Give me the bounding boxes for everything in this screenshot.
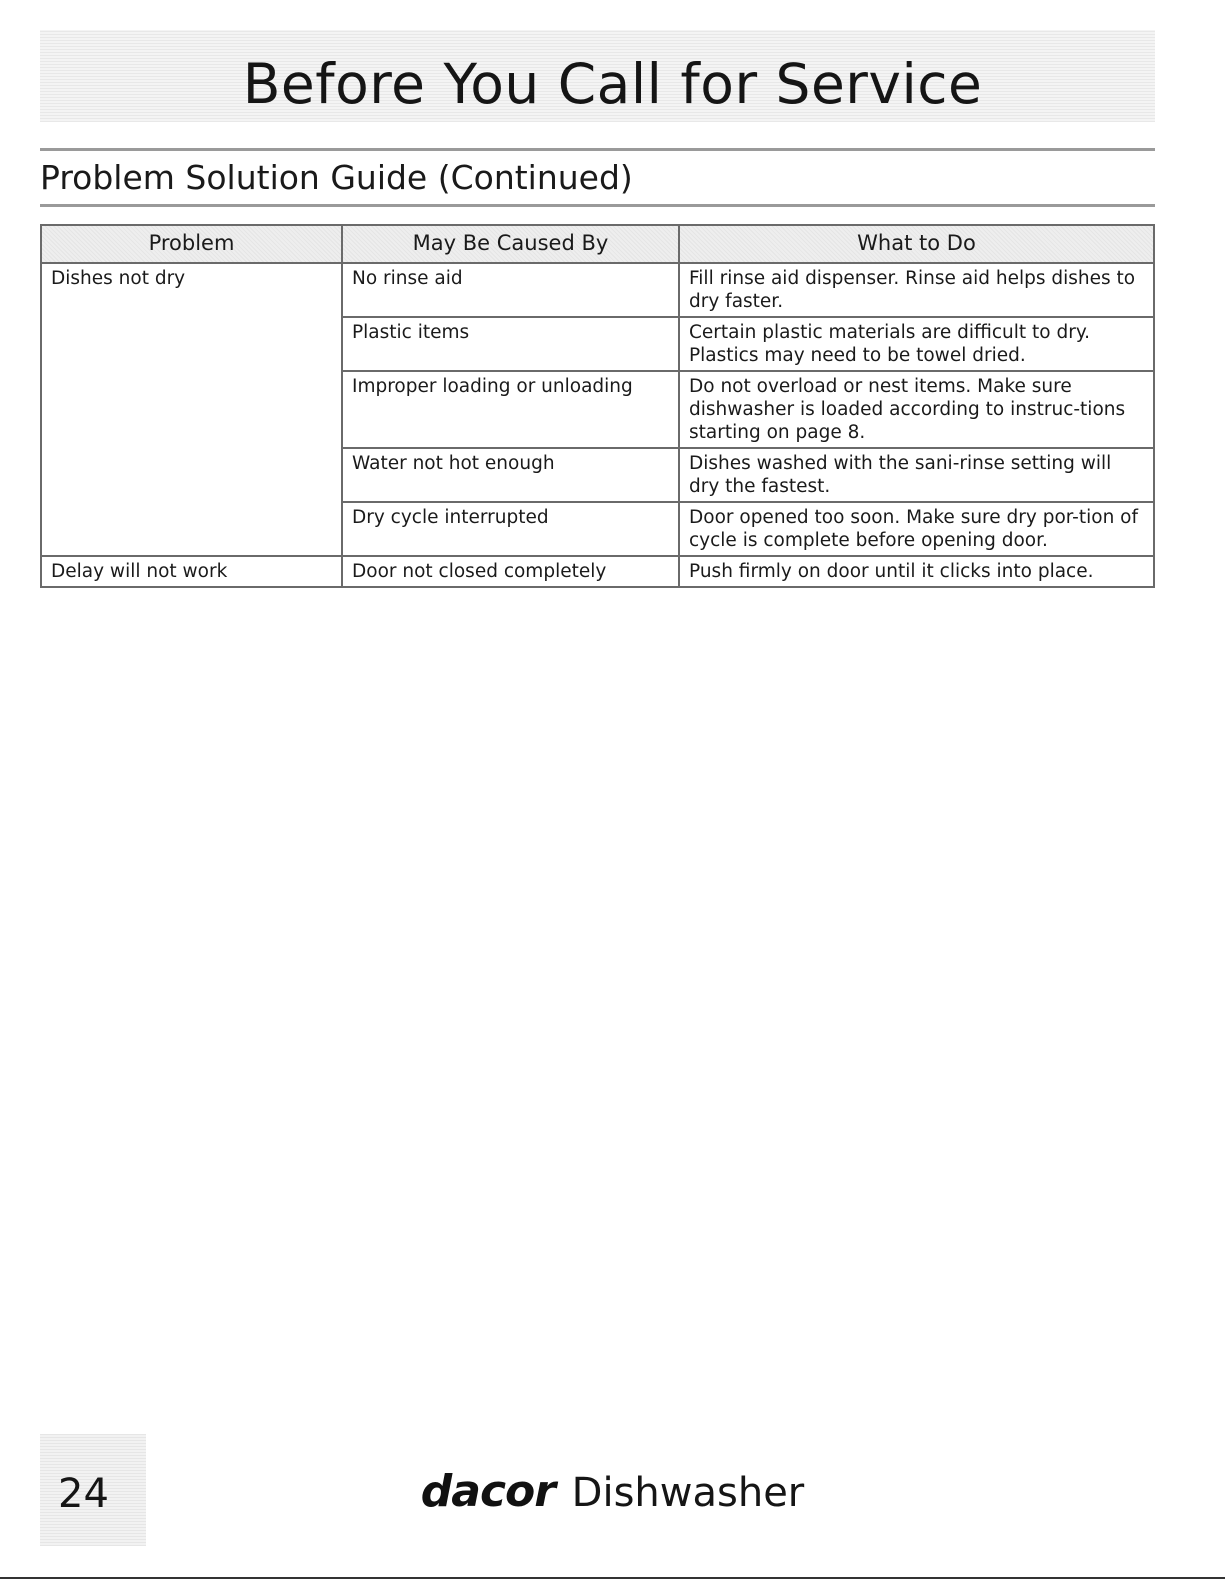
cause-cell: Plastic items (342, 317, 679, 371)
bottom-rule (0, 1577, 1225, 1579)
column-header-cause: May Be Caused By (342, 225, 679, 263)
cause-cell: Improper loading or unloading (342, 371, 679, 448)
column-header-action: What to Do (679, 225, 1154, 263)
footer-brand (0, 1466, 1225, 1519)
cause-cell: Dry cycle interrupted (342, 502, 679, 556)
action-cell: Fill rinse aid dispenser. Rinse aid helps dishes to dry faster. (679, 263, 1154, 317)
problem-solution-table (40, 224, 1155, 588)
section-rule-top (40, 148, 1155, 151)
page-number: 24 (58, 1471, 109, 1517)
table-row (41, 263, 1154, 317)
problem-cell: Delay will not work (41, 556, 342, 587)
action-cell: Door opened too soon. Make sure dry por-tion of cycle is complete before opening door. (679, 502, 1154, 556)
action-cell: Push firmly on door until it clicks into place. (679, 556, 1154, 587)
cause-cell: No rinse aid (342, 263, 679, 317)
section-rule-bottom (40, 204, 1155, 207)
section-title: Problem Solution Guide (Continued) (40, 158, 633, 197)
page-title: Before You Call for Service (242, 52, 983, 116)
table-header-row (41, 225, 1154, 263)
cause-cell: Door not closed completely (342, 556, 679, 587)
column-header-problem: Problem (41, 225, 342, 263)
cause-cell: Water not hot enough (342, 448, 679, 502)
table-row (41, 556, 1154, 587)
action-cell: Do not overload or nest items. Make sure dishwasher is loaded according to instruc-tions starting on page 8. (679, 371, 1154, 448)
dacor-logo: dacor (420, 1466, 555, 1517)
problem-cell: Dishes not dry (41, 263, 342, 556)
product-name: Dishwasher (571, 1470, 805, 1516)
action-cell: Dishes washed with the sani-rinse setting will dry the fastest. (679, 448, 1154, 502)
action-cell: Certain plastic materials are difficult to dry. Plastics may need to be towel dried. (679, 317, 1154, 371)
